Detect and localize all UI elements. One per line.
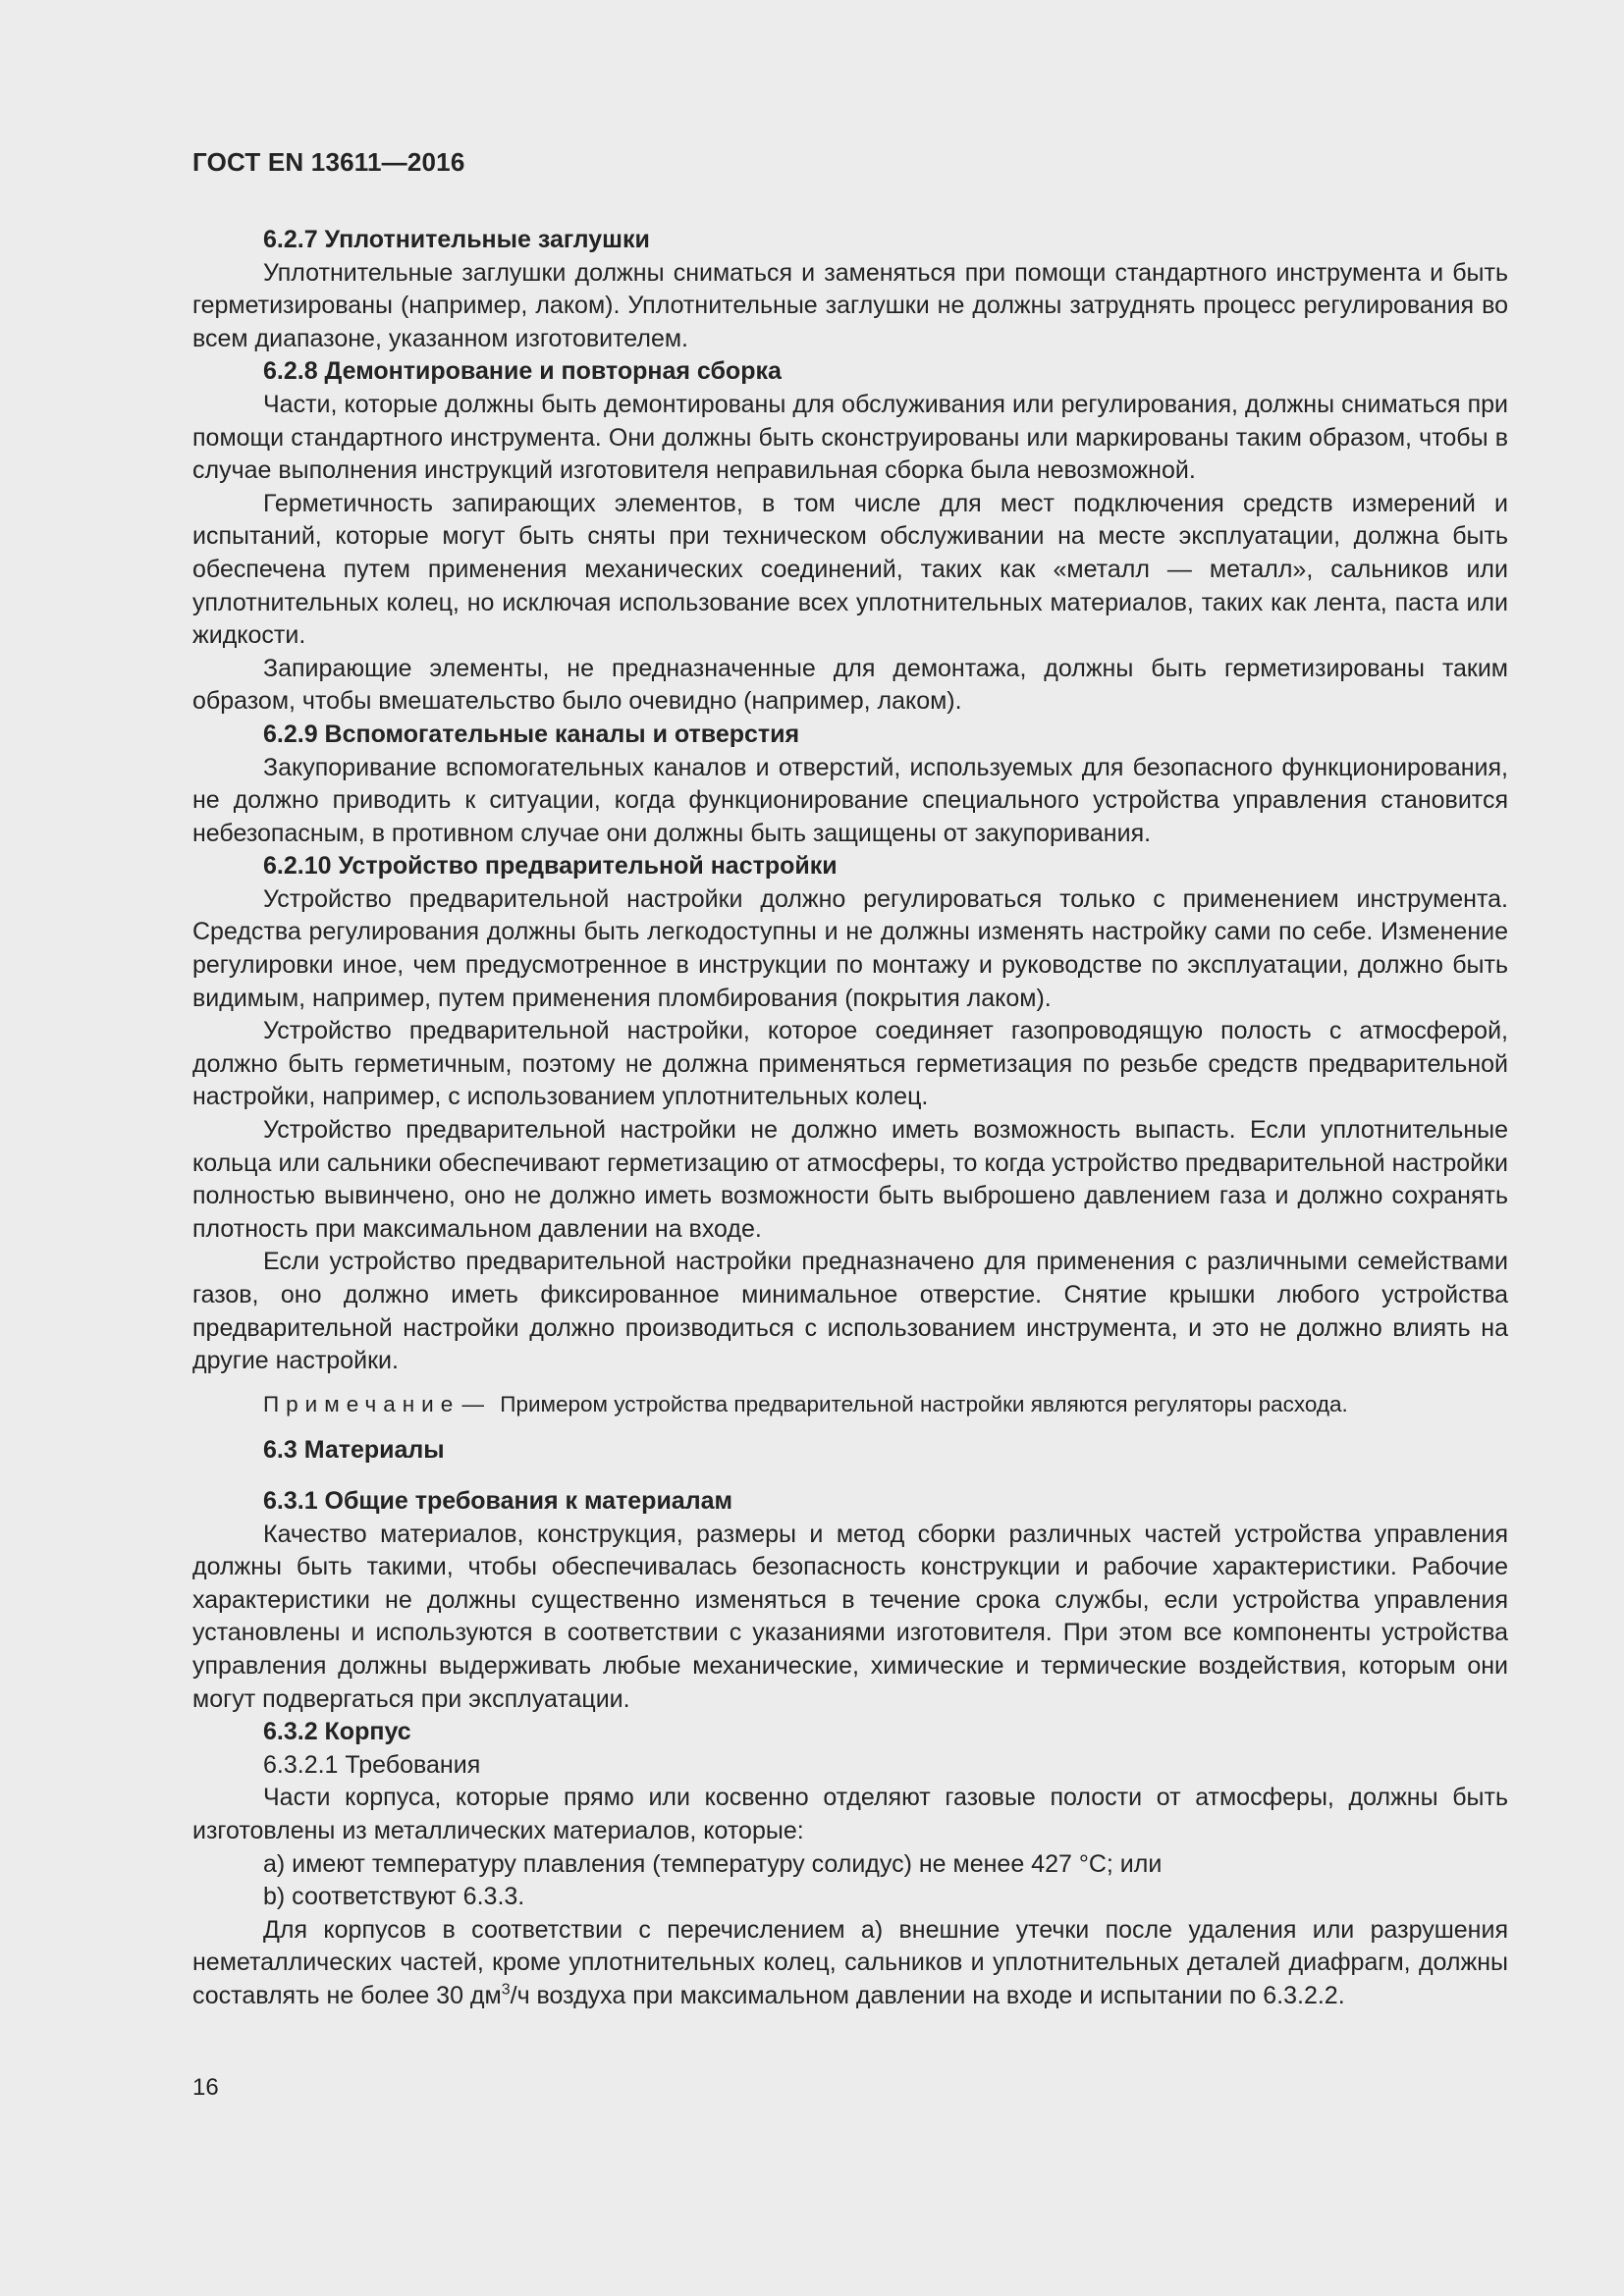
- list-item-a: а) имеют температуру плавления (температуру солидус) не менее 427 °С; или: [263, 1849, 1163, 1878]
- section-heading-6-3-1: 6.3.1 Общие требования к материалам: [263, 1486, 732, 1515]
- paragraph: [192, 1914, 1508, 2013]
- section-heading-6-2-10: 6.2.10 Устройство предварительной настройки: [263, 852, 838, 881]
- section-heading-6-2-7: 6.2.7 Уплотнительные заглушки: [263, 226, 650, 253]
- paragraph: Устройство предварительной настройки не должно иметь возможность выпасть. Если уплотнительные кольца или сальники обеспечивают герметизацию от атмосферы, то когда устройство предварительной настройки полностью вывинчено, оно не должно иметь возможности быть выброшено давлением газа и должно сохранять плотность при максимальном давлении на входе.: [192, 1116, 1508, 1243]
- paragraph: Уплотнительные заглушки должны сниматься и заменяться при помощи стандартного инструмента и быть герметизированы (например, лаком). Уплотнительные заглушки не должны затруднять процесс регулирования во всем диапазоне, указанном изготовителем.: [192, 258, 1508, 352]
- document-body: [192, 224, 1508, 2012]
- section-heading-6-3-2: 6.3.2 Корпус: [263, 1718, 411, 1746]
- paragraph: Части корпуса, которые прямо или косвенно отделяют газовые полости от атмосферы, должны быть изготовлены из металлических материалов, которые:: [192, 1784, 1508, 1844]
- paragraph: Качество материалов, конструкция, размеры и метод сборки различных частей устройства управления должны быть такими, чтобы обеспечивалась безопасность конструкции и рабочие характеристики. Рабочие характеристики не должны существенно изменяться в течение срока службы, если устройства управления установлены и используются в соответствии с указаниями изготовителя. При этом все компоненты устройства управления должны выдерживать любые механические, химические и термические воздействия, которым они могут подвергаться при эксплуатации.: [192, 1520, 1508, 1713]
- section-heading-6-2-8: 6.2.8 Демонтирование и повторная сборка: [263, 357, 782, 386]
- subsection-heading-6-3-2-1: 6.3.2.1 Требования: [263, 1750, 481, 1779]
- paragraph: Устройство предварительной настройки должно регулироваться только с применением инструмента. Средства регулирования должны быть легкодоступны и не должны изменять настройку сами по себе. Изменение регулировки иное, чем предусмотренное в инструкции по монтажу и руководстве по эксплуатации, должно быть видимым, например, путем применения пломбирования (покрытия лаком).: [192, 884, 1508, 1012]
- paragraph: Герметичность запирающих элементов, в том числе для мест подключения средств измерений и испытаний, которые могут быть сняты при техническом обслуживании на месте эксплуатации, должна быть обеспечена путем применения механических соединений, таких как «металл — металл», сальников или уплотнительных колец, но исключая использование всех уплотнительных материалов, таких как лента, паста или жидкости.: [192, 489, 1508, 650]
- note-label: Примечание: [263, 1391, 460, 1416]
- paragraph: Закупоривание вспомогательных каналов и отверстий, используемых для безопасного функционирования, не должно приводить к ситуации, когда функционирование специального устройства управления становится небезопасным, в противном случае они должны быть защищены от закупоривания.: [192, 753, 1508, 847]
- list-item-b: b) соответствуют 6.3.3.: [263, 1883, 525, 1911]
- note-text: Примером устройства предварительной настройки являются регуляторы расхода.: [500, 1391, 1348, 1416]
- note-dash: —: [461, 1391, 484, 1416]
- note: [192, 1388, 1508, 1421]
- paragraph-text: Для корпусов в соответствии с перечислением а) внешние утечки после удаления или разрушения неметаллических частей, кроме уплотнительных колец, сальников и уплотнительных деталей диафрагм, должны составлять не более 30 дм: [192, 1915, 1508, 2009]
- paragraph: Устройство предварительной настройки, которое соединяет газопроводящую полость с атмосферой, должно быть герметичным, поэтому не должна применяться герметизация по резьбе средств предварительной настройки, например, с использованием уплотнительных колец.: [192, 1017, 1508, 1111]
- page-number: 16: [192, 2074, 219, 2101]
- paragraph: Если устройство предварительной настройки предназначено для применения с различными семействами газов, оно должно иметь фиксированное минимальное отверстие. Снятие крышки любого устройства предварительной настройки должно производиться с использованием инструмента, и это не должно влиять на другие настройки.: [192, 1248, 1508, 1375]
- section-heading-6-2-9: 6.2.9 Вспомогательные каналы и отверстия: [263, 720, 800, 748]
- superscript: 3: [501, 1981, 511, 1999]
- section-heading-6-3: 6.3 Материалы: [263, 1436, 445, 1465]
- paragraph-text: /ч воздуха при максимальном давлении на входе и испытании по 6.3.2.2.: [510, 1981, 1345, 2009]
- document-header: ГОСТ EN 13611—2016: [192, 147, 465, 177]
- paragraph: Части, которые должны быть демонтированы для обслуживания или регулирования, должны сниматься при помощи стандартного инструмента. Они должны быть сконструированы или маркированы таким образом, чтобы в случае выполнения инструкций изготовителя неправильная сборка была невозможной.: [192, 390, 1508, 485]
- paragraph: Запирающие элементы, не предназначенные для демонтажа, должны быть герметизированы таким образом, чтобы вмешательство было очевидно (например, лаком).: [192, 654, 1508, 716]
